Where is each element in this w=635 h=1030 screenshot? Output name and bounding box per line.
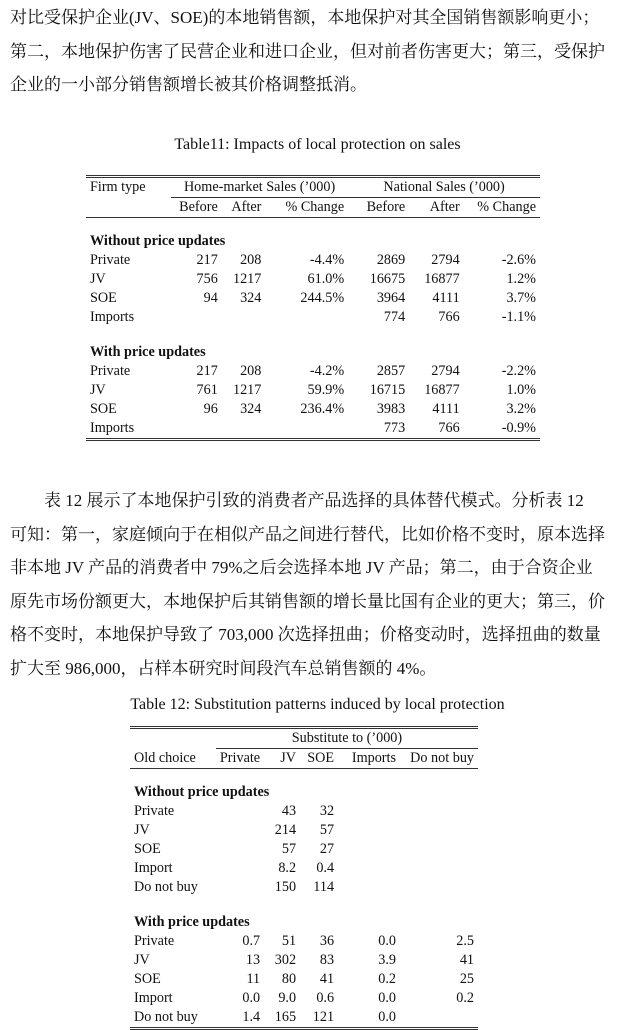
table-cell: -2.2% bbox=[501, 363, 536, 379]
table-cell: 1.4 bbox=[242, 1009, 261, 1025]
row-label: JV bbox=[90, 271, 106, 287]
header-national: National Sales (’000) bbox=[348, 177, 540, 198]
row-label: Do not buy bbox=[134, 879, 198, 895]
row-label: Import bbox=[134, 990, 173, 1006]
table12-header-row bbox=[130, 728, 478, 749]
table-cell: 244.5% bbox=[300, 290, 345, 306]
table-row bbox=[130, 859, 478, 878]
row-label: Private bbox=[90, 363, 131, 379]
table-cell: 8.2 bbox=[278, 860, 297, 876]
table-cell: 150 bbox=[274, 879, 297, 895]
table11-header-row bbox=[86, 177, 540, 198]
header-firm-type: Firm type bbox=[90, 179, 146, 196]
table-cell: 0.0 bbox=[378, 933, 396, 949]
table-cell: 766 bbox=[438, 309, 460, 325]
table-cell: 766 bbox=[438, 420, 460, 436]
table12 bbox=[130, 726, 478, 1030]
table-cell: 4111 bbox=[432, 290, 460, 306]
header-do-not-buy: Do not buy bbox=[410, 750, 474, 766]
table-cell bbox=[216, 840, 264, 859]
text-line: 格不变时，本地保护导致了 703,000 次选择扭曲；价格变动时，选择扭曲的数量 bbox=[10, 625, 601, 644]
table-cell: 773 bbox=[383, 420, 406, 436]
header-change: % Change bbox=[285, 199, 345, 215]
row-label: JV bbox=[134, 822, 150, 838]
table-cell bbox=[171, 308, 222, 327]
table-cell: 208 bbox=[240, 252, 262, 268]
header-private: Private bbox=[219, 750, 261, 766]
table-cell: 324 bbox=[240, 290, 262, 306]
section-header-row bbox=[86, 343, 540, 362]
table-row bbox=[130, 1008, 478, 1029]
spacer-row bbox=[86, 327, 540, 343]
table-cell: 774 bbox=[383, 309, 406, 325]
text-line: 原先市场份额更大，本地保护后其销售额的增长量比国有企业的更大；第三，价 bbox=[10, 591, 605, 611]
table-row bbox=[130, 932, 478, 951]
table-cell: 1.0% bbox=[506, 382, 536, 398]
header-substitute-to: Substitute to (’000) bbox=[216, 728, 478, 749]
table-cell: 80 bbox=[281, 971, 297, 987]
table-cell bbox=[171, 419, 222, 440]
table-cell bbox=[216, 878, 264, 897]
table-row bbox=[130, 970, 478, 989]
table12-subheader-row bbox=[130, 749, 478, 769]
table-cell: 16715 bbox=[369, 382, 406, 398]
header-after: After bbox=[429, 199, 460, 215]
table-cell: 1.2% bbox=[506, 271, 536, 287]
table-row bbox=[130, 951, 478, 970]
table-cell: 51 bbox=[281, 933, 297, 949]
table-cell: 61.0% bbox=[307, 271, 345, 287]
table-cell: 0.2 bbox=[456, 990, 474, 1006]
section-header-row bbox=[130, 783, 478, 802]
table-cell: 214 bbox=[274, 822, 297, 838]
table-cell: 4111 bbox=[432, 401, 460, 417]
table-row bbox=[86, 289, 540, 308]
table-cell: -1.1% bbox=[501, 309, 536, 325]
table-cell: 41 bbox=[459, 952, 474, 968]
table-cell: 41 bbox=[319, 971, 335, 987]
table-cell: 94 bbox=[203, 290, 218, 306]
table-cell bbox=[338, 859, 400, 878]
text-line: 非本地 JV 产品的消费者中 79%之后会选择本地 JV 产品；第二，由于合资企业 bbox=[10, 558, 593, 577]
table-cell: 59.9% bbox=[307, 382, 345, 398]
table-cell: 43 bbox=[281, 803, 297, 819]
header-before: Before bbox=[366, 199, 406, 215]
section-header-row bbox=[130, 913, 478, 932]
table-row bbox=[86, 308, 540, 327]
table-cell bbox=[400, 821, 478, 840]
text-line: 企业的一小部分销售额增长被其价格调整抵消。 bbox=[10, 75, 367, 94]
text-line: 第二，本地保护伤害了民营企业和进口企业，但对前者伤害更大；第三，受保护 bbox=[10, 41, 605, 61]
table-cell: 16877 bbox=[424, 271, 460, 287]
text-line: 表 12 展示了本地保护引致的消费者产品选择的具体替代模式。分析表 12 bbox=[44, 491, 584, 510]
table-cell: 3983 bbox=[376, 401, 406, 417]
spacer-row bbox=[130, 897, 478, 913]
table-cell: 2.5 bbox=[456, 933, 474, 949]
table-cell bbox=[216, 821, 264, 840]
table-cell bbox=[400, 802, 478, 821]
table-cell: 0.0 bbox=[378, 990, 396, 1006]
table-cell bbox=[338, 802, 400, 821]
row-label: Private bbox=[134, 933, 175, 949]
table11 bbox=[86, 175, 540, 441]
table-cell: 0.2 bbox=[378, 971, 396, 987]
table-row bbox=[86, 270, 540, 289]
row-label: SOE bbox=[134, 841, 161, 857]
table-cell: 0.6 bbox=[316, 990, 335, 1006]
table-row bbox=[86, 381, 540, 400]
table-cell bbox=[338, 840, 400, 859]
row-label: Do not buy bbox=[134, 1009, 198, 1025]
table-cell bbox=[400, 840, 478, 859]
table-row bbox=[86, 400, 540, 419]
table11-caption: Table11: Impacts of local protection on sales bbox=[174, 136, 461, 153]
table-cell: 1217 bbox=[232, 382, 262, 398]
table-cell bbox=[265, 308, 348, 327]
section-title: With price updates bbox=[90, 344, 206, 360]
row-label: Import bbox=[134, 860, 173, 876]
table-cell: 9.0 bbox=[278, 990, 297, 1006]
table-cell: 165 bbox=[274, 1009, 297, 1025]
table-cell: 0.7 bbox=[242, 933, 261, 949]
table-cell: 0.0 bbox=[242, 990, 261, 1006]
table-cell: 11 bbox=[246, 971, 261, 987]
table-row bbox=[130, 878, 478, 897]
table-row bbox=[86, 419, 540, 440]
header-old-choice: Old choice bbox=[134, 749, 196, 766]
table-cell: 324 bbox=[240, 401, 262, 417]
intro-paragraph bbox=[10, 1, 625, 102]
body-paragraph bbox=[10, 484, 625, 685]
table-cell: 2794 bbox=[431, 363, 460, 379]
text-line: 对比受保护企业(JV、SOE)的本地销售额，本地保护对其全国销售额影响更小； bbox=[10, 8, 600, 27]
table-cell: 27 bbox=[319, 841, 335, 857]
row-label: Private bbox=[134, 803, 175, 819]
table-cell: 2794 bbox=[431, 252, 460, 268]
table-cell bbox=[400, 878, 478, 897]
table-cell: 756 bbox=[196, 271, 218, 287]
table-cell: -4.2% bbox=[309, 363, 345, 379]
table-cell: 25 bbox=[459, 971, 474, 987]
table-cell: 1217 bbox=[232, 271, 262, 287]
table-cell bbox=[222, 419, 266, 440]
spacer-row bbox=[130, 769, 478, 784]
table-row bbox=[86, 251, 540, 270]
row-label: SOE bbox=[90, 290, 117, 306]
table11-subheader-row bbox=[86, 198, 540, 218]
table12-caption: Table 12: Substitution patterns induced by local protection bbox=[130, 696, 505, 713]
table-row bbox=[86, 362, 540, 381]
table-cell: 2857 bbox=[376, 363, 406, 379]
table-cell: 761 bbox=[196, 382, 218, 398]
row-label: JV bbox=[134, 952, 150, 968]
text-line: 可知：第一，家庭倾向于在相似产品之间进行替代，比如价格不变时，原本选择 bbox=[10, 524, 605, 544]
table-cell: -2.6% bbox=[501, 252, 536, 268]
row-label: JV bbox=[90, 382, 106, 398]
header-jv: JV bbox=[280, 750, 297, 766]
section-header-row bbox=[86, 232, 540, 251]
table-cell: 13 bbox=[245, 952, 261, 968]
table-cell bbox=[338, 821, 400, 840]
table-cell: 3964 bbox=[376, 290, 406, 306]
table-row bbox=[130, 821, 478, 840]
table-cell: 96 bbox=[203, 401, 218, 417]
section-title: Without price updates bbox=[134, 784, 270, 800]
table-cell: 83 bbox=[319, 952, 335, 968]
table-cell: 0.4 bbox=[316, 860, 335, 876]
table-cell: 16675 bbox=[369, 271, 406, 287]
table-cell: 236.4% bbox=[300, 401, 345, 417]
spacer-row bbox=[86, 218, 540, 233]
text-line: 扩大至 986,000，占样本研究时间段汽车总销售额的 4%。 bbox=[10, 658, 437, 678]
table-cell bbox=[265, 419, 348, 440]
table-cell: 208 bbox=[240, 363, 262, 379]
section-title: Without price updates bbox=[90, 233, 226, 249]
section-title: With price updates bbox=[134, 914, 250, 930]
table-cell: 302 bbox=[274, 952, 297, 968]
table-cell bbox=[400, 859, 478, 878]
table-cell: 32 bbox=[319, 803, 335, 819]
table-cell: 121 bbox=[312, 1009, 335, 1025]
header-home-market: Home-market Sales (’000) bbox=[171, 177, 348, 198]
table-cell bbox=[222, 308, 266, 327]
table-cell: 3.7% bbox=[506, 290, 536, 306]
table-cell bbox=[216, 802, 264, 821]
table-cell: 57 bbox=[281, 841, 297, 857]
table-row bbox=[130, 802, 478, 821]
table-cell: 217 bbox=[196, 252, 218, 268]
table-row bbox=[130, 840, 478, 859]
table-cell bbox=[400, 1008, 478, 1029]
table-cell: 0.0 bbox=[378, 1009, 396, 1025]
table-cell: 57 bbox=[319, 822, 335, 838]
table-cell: -0.9% bbox=[501, 420, 536, 436]
table-cell: 16877 bbox=[424, 382, 460, 398]
header-after: After bbox=[231, 199, 262, 215]
table-cell bbox=[216, 859, 264, 878]
row-label: Imports bbox=[90, 420, 135, 436]
row-label: Imports bbox=[90, 309, 135, 325]
table-cell: 36 bbox=[319, 933, 335, 949]
header-change: % Change bbox=[477, 199, 536, 215]
row-label: SOE bbox=[134, 971, 161, 987]
table-row bbox=[130, 989, 478, 1008]
header-before: Before bbox=[179, 199, 218, 215]
header-soe: SOE bbox=[307, 750, 335, 766]
row-label: SOE bbox=[90, 401, 117, 417]
table-cell: 217 bbox=[196, 363, 218, 379]
table-cell: 2869 bbox=[376, 252, 406, 268]
header-imports: Imports bbox=[351, 750, 396, 766]
table-cell: 114 bbox=[313, 879, 335, 895]
table-cell bbox=[338, 878, 400, 897]
table-cell: 3.9 bbox=[378, 952, 396, 968]
table-cell: 3.2% bbox=[506, 401, 536, 417]
row-label: Private bbox=[90, 252, 131, 268]
table-cell: -4.4% bbox=[309, 252, 345, 268]
